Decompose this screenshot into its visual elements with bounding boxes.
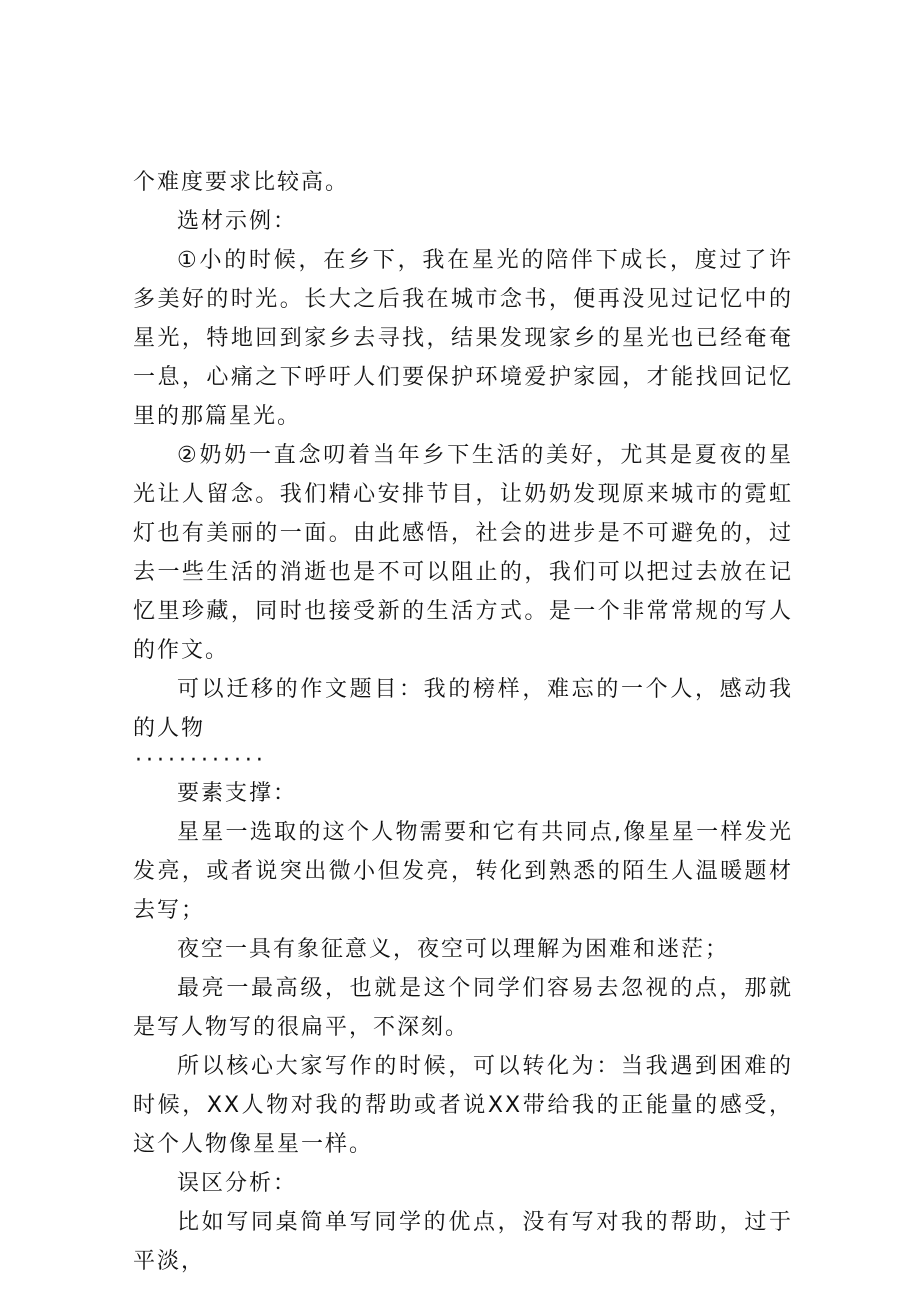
paragraph-misconception-example: 比如写同桌简单写同学的优点，没有写对我的帮助，过于平淡， xyxy=(133,1210,793,1274)
paragraph-night-sky: 夜空一具有象征意义，夜空可以理解为困难和迷茫； xyxy=(177,937,730,962)
paragraph-transferable-topics: 可以迁移的作文题目：我的榜样，难忘的一个人，感动我的人物 xyxy=(133,677,793,741)
paragraph-brightest: 最亮一最高级，也就是这个同学们容易去忽视的点，那就是写人物写的很扁平，不深刻。 xyxy=(133,976,793,1040)
document-body xyxy=(133,163,793,1281)
heading-misconception-analysis: 误区分析： xyxy=(177,1171,298,1196)
paragraph-star: 星星一选取的这个人物需要和它有共同点,像星星一样发光发亮，或者说突出微小但发亮，转化到熟悉的陌生人温暖题材去写； xyxy=(133,820,793,923)
heading-element-support: 要素支撑： xyxy=(177,781,298,806)
ellipsis-dots: ············ xyxy=(135,748,267,773)
paragraph-example-2: ②奶奶一直念叨着当年乡下生活的美好，尤其是夏夜的星光让人留念。我们精心安排节目，让奶奶发现原来城市的霓虹灯也有美丽的一面。由此感悟，社会的进步是不可避免的，过去一些生活的消逝也是不可以阻止的，我们可以把过去放在记忆里珍藏，同时也接受新的生活方式。是一个非常常规的写人的作文。 xyxy=(133,443,793,663)
paragraph-core-idea: 所以核心大家写作的时候，可以转化为：当我遇到困难的时候，XX人物对我的帮助或者说XX带给我的正能量的感受，这个人物像星星一样。 xyxy=(133,1054,793,1157)
paragraph-example-1: ①小的时候，在乡下，我在星光的陪伴下成长，度过了许多美好的时光。长大之后我在城市念书，便再没见过记忆中的星光，特地回到家乡去寻找，结果发现家乡的星光也已经奄奄一息，心痛之下呼吁人们要保护环境爱护家园，才能找回记忆里的那篇星光。 xyxy=(133,248,793,429)
heading-material-examples: 选材示例： xyxy=(177,209,298,234)
paragraph-continuation: 个难度要求比较高。 xyxy=(133,170,350,195)
